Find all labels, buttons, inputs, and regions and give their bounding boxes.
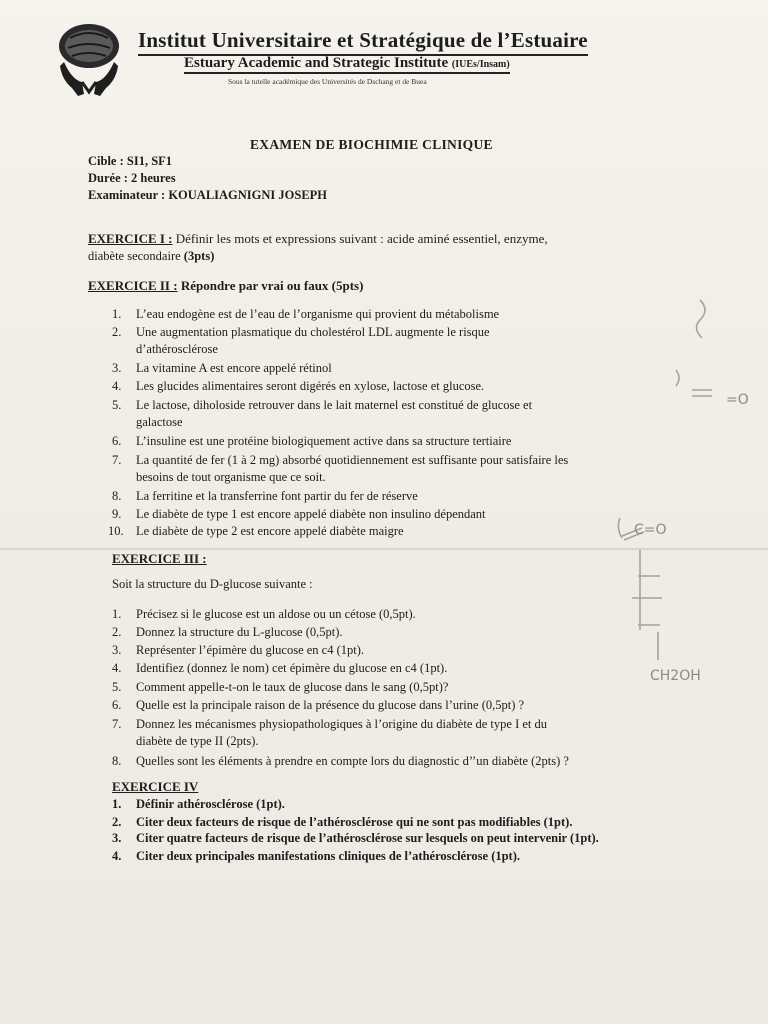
item-text: L’eau endogène est de l’eau de l’organisme qui provient du métabolisme [136, 307, 500, 321]
exercise-1-label: EXERCICE I : [88, 231, 173, 246]
item-number: 3. [112, 643, 122, 657]
item-text: Identifiez (donnez le nom) cet épimère du glucose en c4 (1pt). [136, 661, 448, 675]
exercise-1 [88, 231, 548, 247]
item-text: Donnez la structure du L-glucose (0,5pt). [136, 625, 343, 639]
item-number: 2. [112, 815, 122, 829]
exam-examiner: Examinateur : KOUALIAGNIGNI JOSEPH [88, 188, 328, 202]
exercise-3-intro: Soit la structure du D-glucose suivante : [112, 577, 313, 591]
item-number: 4. [112, 661, 122, 675]
item-text: Les glucides alimentaires seront digérés en xylose, lactose et glucose. [136, 379, 485, 393]
institution-header [52, 22, 732, 102]
item-text: Citer deux principales manifestations cliniques de l’athérosclérose (1pt). [136, 849, 521, 863]
item-number: 10. [108, 524, 124, 538]
item-text: L’insuline est une protéine biologiquement active dans sa structure tertiaire [136, 434, 512, 448]
item-text: La quantité de fer (1 à 2 mg) absorbé quotidiennement est suffisante pour satisfaire les [136, 453, 569, 467]
exercise-1-points: (3pts) [183, 249, 215, 263]
exercise-1-text-line1: Définir les mots et expressions suivant : acide aminé essentiel, enzyme, [175, 231, 548, 246]
item-text: Donnez les mécanismes physiopathologiques à l’origine du diabète de type I et du [136, 717, 547, 731]
item-text: Comment appelle-t-on le taux de glucose dans le sang (0,5pt)? [136, 680, 449, 694]
item-text: La vitamine A est encore appelé rétinol [136, 361, 332, 375]
item-text: Le diabète de type 1 est encore appelé diabète non insulino dépendant [136, 507, 486, 521]
handwritten-note-c-o: C=O [634, 522, 667, 538]
exercise-4-label: EXERCICE IV [112, 779, 199, 794]
exam-target: Cible : SI1, SF1 [88, 154, 173, 168]
exercise-3-heading [112, 551, 207, 567]
item-text-cont: d’athérosclérose [136, 342, 218, 356]
item-text: Le lactose, diholoside retrouver dans le lait maternel est constitué de glucose et [136, 398, 533, 412]
handwritten-note-eq-o: =O [726, 392, 749, 408]
institution-logo-icon [52, 22, 126, 98]
item-number: 8. [112, 754, 122, 768]
item-number: 4. [112, 849, 122, 863]
item-number: 2. [112, 325, 122, 339]
item-text: Quelles sont les éléments à prendre en compte lors du diagnostic d’’un diabète (2pts) ? [136, 754, 569, 768]
item-text-cont: besoins de tout organisme que ce soit. [136, 470, 326, 484]
exercise-1-text-line2: diabète secondaire [88, 249, 181, 263]
item-number: 1. [112, 307, 122, 321]
exercise-4-heading [112, 779, 198, 795]
exercise-3-label: EXERCICE III : [112, 551, 207, 566]
exercise-2-instruction: Répondre par vrai ou faux (5pts) [180, 278, 364, 293]
exercise-2-heading [88, 278, 363, 294]
item-number: 6. [112, 434, 122, 448]
institution-subtitle [184, 55, 510, 74]
item-number: 6. [112, 698, 122, 712]
item-text: Quelle est la principale raison de la présence du glucose dans l’urine (0,5pt) ? [136, 698, 525, 712]
item-number: 7. [112, 717, 122, 731]
item-number: 5. [112, 680, 122, 694]
exam-duration: Durée : 2 heures [88, 171, 176, 185]
item-number: 4. [112, 379, 122, 393]
item-number: 1. [112, 797, 122, 811]
item-text-cont: diabète de type II (2pts). [136, 734, 259, 748]
item-text: Définir athérosclérose (1pt). [136, 797, 285, 811]
item-text: Précisez si le glucose est un aldose ou un cétose (0,5pt). [136, 607, 416, 621]
item-number: 8. [112, 489, 122, 503]
item-number: 2. [112, 625, 122, 639]
exercise-2-label: EXERCICE II : [88, 278, 178, 293]
item-text: Citer deux facteurs de risque de l’athérosclérose qui ne sont pas modifiables (1pt). [136, 815, 573, 829]
item-text: Une augmentation plasmatique du cholestérol LDL augmente le risque [136, 325, 490, 339]
exam-meta [88, 153, 327, 204]
paper-fold-line [0, 548, 768, 550]
item-number: 3. [112, 361, 122, 375]
institution-title: Institut Universitaire et Stratégique de l’Estuaire [138, 28, 588, 56]
item-number: 1. [112, 607, 122, 621]
item-number: 3. [112, 831, 122, 845]
institution-tag: (IUEs/Insam) [451, 59, 510, 70]
exam-title: EXAMEN DE BIOCHIMIE CLINIQUE [250, 137, 493, 152]
item-number: 7. [112, 453, 122, 467]
item-text: Citer quatre facteurs de risque de l’athérosclérose sur lesquels on peut intervenir (1pt). [136, 831, 599, 845]
institution-subtitle-name: Estuary Academic and Strategic Institute [184, 55, 449, 71]
item-text: Le diabète de type 2 est encore appelé diabète maigre [136, 524, 404, 538]
item-text: Représenter l’épimère du glucose en c4 (1pt). [136, 643, 365, 657]
item-text-cont: galactose [136, 415, 183, 429]
handwritten-note-ch2oh: CH2OH [650, 668, 701, 684]
item-text: La ferritine et la transferrine font partir du fer de réserve [136, 489, 418, 503]
handwritten-glucose-sketch [580, 280, 760, 700]
item-number: 9. [112, 507, 122, 521]
item-number: 5. [112, 398, 122, 412]
institution-tutelle: Sous la tutelle académique des Universités de Dschang et de Buea [228, 77, 427, 86]
exercise-1-line2 [88, 249, 214, 264]
